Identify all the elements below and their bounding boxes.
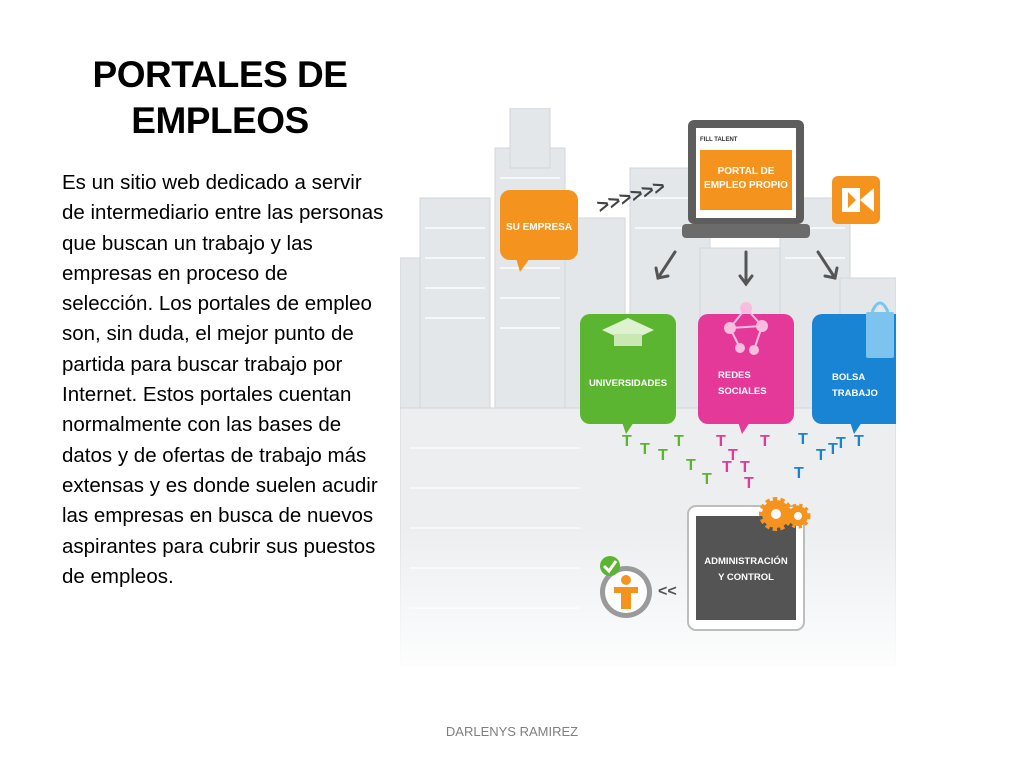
job-board-label-2: TRABAJO <box>832 388 878 399</box>
title-line-1: PORTALES DE <box>92 54 348 95</box>
svg-text:T: T <box>716 433 726 450</box>
video-icon <box>832 176 880 224</box>
job-board-card <box>812 303 896 434</box>
svg-text:T: T <box>836 435 846 452</box>
svg-text:T: T <box>640 441 650 458</box>
back-arrows: << <box>658 583 677 600</box>
social-label-2: SOCIALES <box>718 386 767 397</box>
slide-body-text: Es un sitio web dedicado a servir de intermediario entre las personas que buscan un trabajo y las empresas en proceso de selección. Los portales de empleo son, sin duda, el mejor punto de partida para buscar trabajo por Internet. Estos portales cuentan normalmente con las bases de datos y de ofertas de trabajo más extensas y es donde suelen acudir las empresas en busca de nuevos aspirantes para cubrir sus puestos de empleos. <box>62 171 384 588</box>
svg-text:T: T <box>794 465 804 482</box>
company-bubble-label: SU EMPRESA <box>505 222 573 233</box>
job-board-label-1: BOLSA <box>832 372 866 383</box>
social-label-1: REDES <box>718 370 751 381</box>
svg-text:T: T <box>744 475 754 492</box>
svg-text:T: T <box>740 459 750 476</box>
universities-label: UNIVERSIDADES <box>588 378 668 389</box>
svg-text:T: T <box>702 471 712 488</box>
admin-label-2: Y CONTROL <box>718 572 774 583</box>
svg-text:T: T <box>722 459 732 476</box>
universities-card <box>580 314 676 434</box>
forward-arrows: >>>>>> <box>594 175 668 219</box>
svg-text:T: T <box>816 447 826 464</box>
admin-label-1: ADMINISTRACIÓN <box>704 556 788 567</box>
svg-text:T: T <box>798 431 808 448</box>
svg-text:T: T <box>622 433 632 450</box>
title-line-2: EMPLEOS <box>131 100 309 141</box>
svg-text:T: T <box>760 433 770 450</box>
slide-title <box>60 52 380 144</box>
svg-text:T: T <box>686 457 696 474</box>
social-networks-card <box>698 303 794 434</box>
footer-author: DARLENYS RAMIREZ <box>445 724 579 739</box>
svg-text:T: T <box>828 441 838 458</box>
laptop-line-1: PORTAL DE <box>717 166 775 177</box>
svg-text:T: T <box>674 433 684 450</box>
laptop-logo: FILL TALENT <box>700 137 738 143</box>
svg-text:T: T <box>658 447 668 464</box>
svg-text:T: T <box>854 433 864 450</box>
check-icon <box>600 556 620 576</box>
laptop-line-2: EMPLEO PROPIO <box>704 180 788 191</box>
laptop-portal <box>682 120 810 238</box>
job-portal-illustration <box>400 108 896 666</box>
company-bubble <box>500 190 578 272</box>
gear-icon <box>762 500 808 528</box>
svg-text:T: T <box>728 447 738 464</box>
